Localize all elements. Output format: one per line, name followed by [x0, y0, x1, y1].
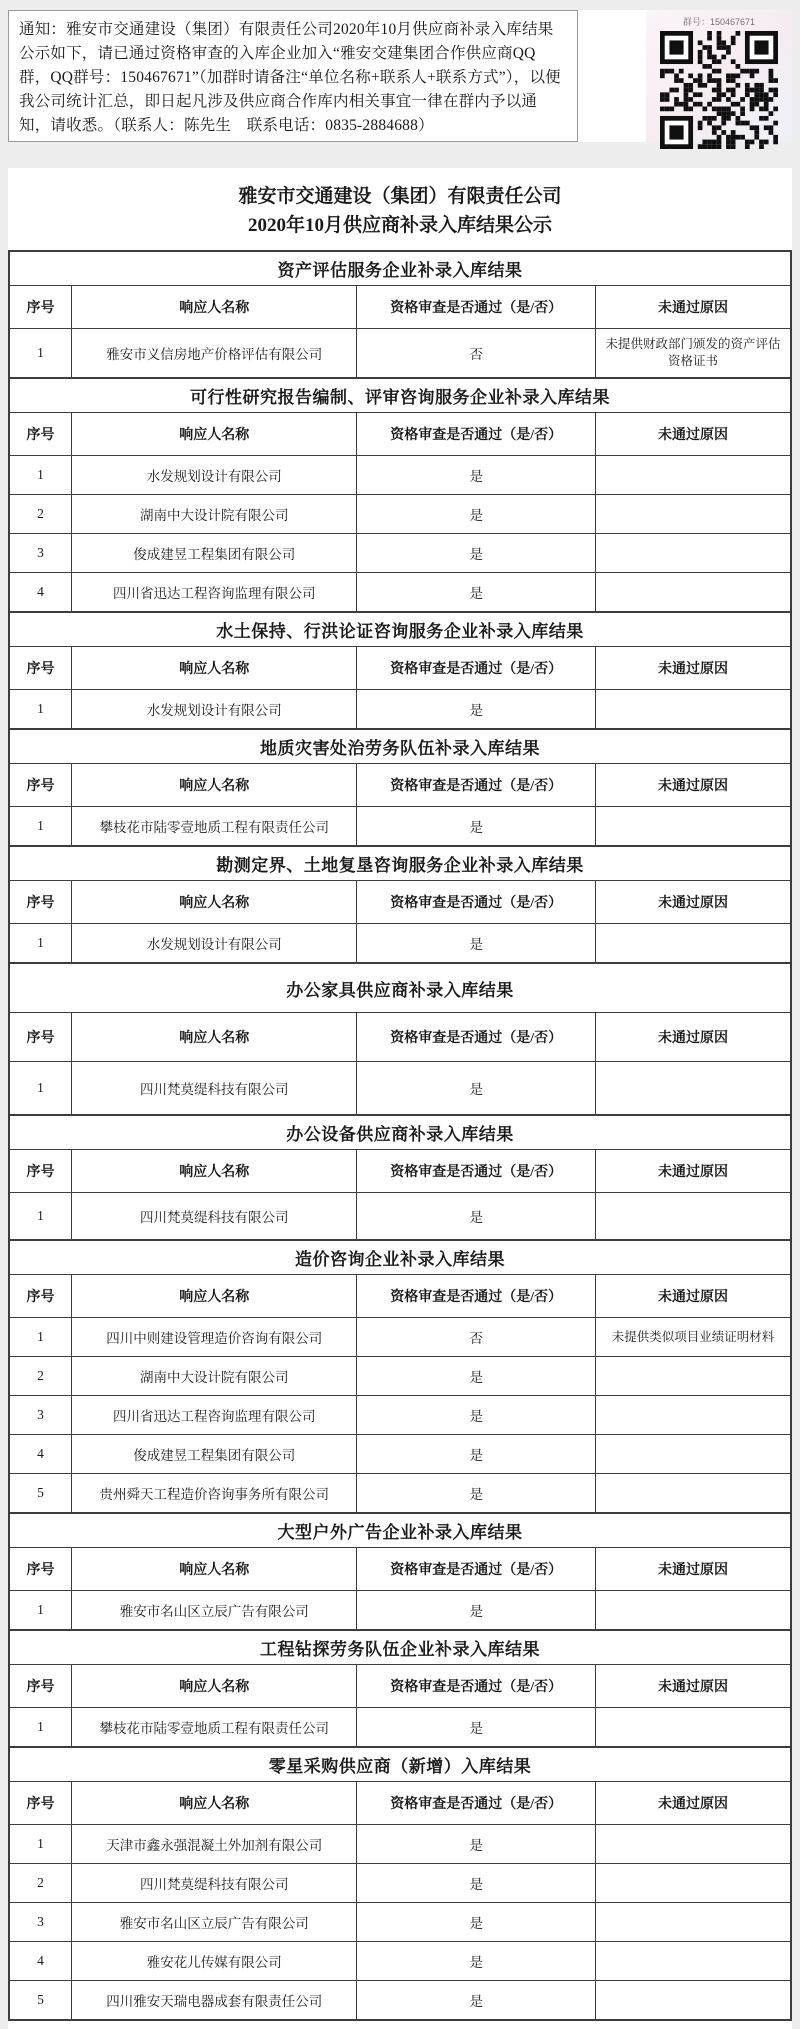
qualification-passed: 是: [357, 534, 596, 573]
column-header: 未通过原因: [595, 286, 791, 329]
respondent-name: 四川省迅达工程咨询监理有限公司: [72, 573, 357, 613]
column-header: 资格审查是否通过（是/否）: [357, 1782, 596, 1825]
row-index: 1: [9, 807, 72, 847]
row-index: 1: [9, 1825, 72, 1864]
respondent-name: 四川中则建设管理造价咨询有限公司: [72, 1318, 357, 1357]
qr-panel: [646, 10, 792, 142]
fail-reason: [595, 1357, 791, 1396]
column-header: 序号: [9, 1782, 72, 1825]
qualification-passed: 是: [357, 1981, 596, 2021]
respondent-name: 雅安市名山区立辰广告有限公司: [72, 1591, 357, 1631]
row-index: 1: [9, 690, 72, 730]
notice-text: 通知：雅安市交通建设（集团）有限责任公司2020年10月供应商补录入库结果公示如下，请已通过资格审查的入库企业加入“雅安交建集团合作供应商QQ群，QQ群号：150467671”（加群时请备注“单位名称+联系人+联系方式”），以便我公司统计汇总，即日起凡涉及供应商合作库内相关事宜一律在群内予以通知，请收悉。（联系人：陈先生 联系电话：0835-2884688）: [19, 21, 561, 135]
row-index: 2: [9, 1357, 72, 1396]
column-header: 资格审查是否通过（是/否）: [357, 286, 596, 329]
row-index: 1: [9, 924, 72, 964]
top-strip-spacer: [578, 10, 646, 142]
row-index: 1: [9, 1062, 72, 1116]
column-header: 响应人名称: [72, 1013, 357, 1062]
column-header: 响应人名称: [72, 1150, 357, 1193]
column-header: 未通过原因: [595, 1665, 791, 1708]
row-index: 4: [9, 573, 72, 613]
results-table: [8, 250, 792, 2021]
column-header: 响应人名称: [72, 286, 357, 329]
column-header: 资格审查是否通过（是/否）: [357, 1150, 596, 1193]
column-header: 响应人名称: [72, 1275, 357, 1318]
respondent-name: 雅安市名山区立辰广告有限公司: [72, 1903, 357, 1942]
column-header: 序号: [9, 286, 72, 329]
page-title-line2: 2020年10月供应商补录入库结果公示: [247, 215, 552, 236]
column-header: 资格审查是否通过（是/否）: [357, 413, 596, 456]
column-header: 未通过原因: [595, 413, 791, 456]
column-header: 资格审查是否通过（是/否）: [357, 1275, 596, 1318]
column-header: 序号: [9, 764, 72, 807]
fail-reason: [595, 534, 791, 573]
fail-reason: [595, 1864, 791, 1903]
section-title: 地质灾害处治劳务队伍补录入库结果: [9, 729, 791, 764]
column-header: 序号: [9, 1013, 72, 1062]
qualification-passed: 否: [357, 329, 596, 379]
column-header: 资格审查是否通过（是/否）: [357, 1013, 596, 1062]
fail-reason: [595, 1825, 791, 1864]
column-header: 序号: [9, 1548, 72, 1591]
row-index: 1: [9, 456, 72, 495]
row-index: 2: [9, 495, 72, 534]
respondent-name: 四川雅安天瑞电器成套有限责任公司: [72, 1981, 357, 2021]
respondent-name: 四川梵莫缇科技有限公司: [72, 1062, 357, 1116]
qq-group-qr-code-icon: [660, 31, 778, 149]
fail-reason: [595, 573, 791, 613]
respondent-name: 攀枝花市陆零壹地质工程有限责任公司: [72, 807, 357, 847]
respondent-name: 雅安花儿传媒有限公司: [72, 1942, 357, 1981]
column-header: 未通过原因: [595, 764, 791, 807]
fail-reason: [595, 1591, 791, 1631]
qualification-passed: 是: [357, 1708, 596, 1748]
column-header: 响应人名称: [72, 764, 357, 807]
announcement-sheet: [8, 168, 792, 2029]
fail-reason: [595, 1193, 791, 1241]
row-index: 2: [9, 1864, 72, 1903]
row-index: 1: [9, 1318, 72, 1357]
row-index: 4: [9, 1435, 72, 1474]
column-header: 序号: [9, 647, 72, 690]
section-title: 工程钻探劳务队伍企业补录入库结果: [9, 1630, 791, 1665]
section-title: 大型户外广告企业补录入库结果: [9, 1513, 791, 1548]
qualification-passed: 是: [357, 456, 596, 495]
section-title: 勘测定界、土地复垦咨询服务企业补录入库结果: [9, 846, 791, 881]
column-header: 资格审查是否通过（是/否）: [357, 647, 596, 690]
fail-reason: [595, 1981, 791, 2021]
respondent-name: 贵州舜天工程造价咨询事务所有限公司: [72, 1474, 357, 1514]
qualification-passed: 是: [357, 1903, 596, 1942]
qualification-passed: 是: [357, 1942, 596, 1981]
qualification-passed: 是: [357, 1357, 596, 1396]
column-header: 响应人名称: [72, 1548, 357, 1591]
column-header: 资格审查是否通过（是/否）: [357, 764, 596, 807]
fail-reason: [595, 1474, 791, 1514]
fail-reason: [595, 1435, 791, 1474]
page-title-line1: 雅安市交通建设（集团）有限责任公司: [238, 186, 562, 207]
row-index: 3: [9, 1903, 72, 1942]
row-index: 1: [9, 1193, 72, 1241]
qualification-passed: 是: [357, 495, 596, 534]
respondent-name: 湖南中大设计院有限公司: [72, 1357, 357, 1396]
fail-reason: [595, 1062, 791, 1116]
respondent-name: 攀枝花市陆零壹地质工程有限责任公司: [72, 1708, 357, 1748]
qualification-passed: 是: [357, 690, 596, 730]
fail-reason: 未提供财政部门颁发的资产评估资格证书: [595, 329, 791, 379]
column-header: 响应人名称: [72, 1782, 357, 1825]
column-header: 未通过原因: [595, 1548, 791, 1591]
qualification-passed: 是: [357, 1591, 596, 1631]
row-index: 1: [9, 1708, 72, 1748]
section-title: 零星采购供应商（新增）入库结果: [9, 1747, 791, 1782]
row-index: 1: [9, 329, 72, 379]
respondent-name: 水发规划设计有限公司: [72, 690, 357, 730]
qualification-passed: 是: [357, 1864, 596, 1903]
section-title: 办公设备供应商补录入库结果: [9, 1115, 791, 1150]
fail-reason: [595, 924, 791, 964]
qualification-passed: 是: [357, 1062, 596, 1116]
column-header: 序号: [9, 1275, 72, 1318]
fail-reason: [595, 1708, 791, 1748]
results-table-body: [9, 251, 791, 2020]
fail-reason: [595, 456, 791, 495]
respondent-name: 天津市鑫永强混凝土外加剂有限公司: [72, 1825, 357, 1864]
fail-reason: [595, 1903, 791, 1942]
fail-reason: [595, 1942, 791, 1981]
column-header: 资格审查是否通过（是/否）: [357, 1548, 596, 1591]
column-header: 响应人名称: [72, 413, 357, 456]
section-title: 水土保持、行洪论证咨询服务企业补录入库结果: [9, 612, 791, 647]
column-header: 未通过原因: [595, 1013, 791, 1062]
column-header: 未通过原因: [595, 1782, 791, 1825]
fail-reason: [595, 495, 791, 534]
column-header: 序号: [9, 881, 72, 924]
respondent-name: 水发规划设计有限公司: [72, 456, 357, 495]
qr-group-number-label: 群号：150467671: [682, 17, 756, 27]
column-header: 响应人名称: [72, 647, 357, 690]
respondent-name: 水发规划设计有限公司: [72, 924, 357, 964]
column-header: 未通过原因: [595, 1150, 791, 1193]
qualification-passed: 是: [357, 1825, 596, 1864]
respondent-name: 四川省迅达工程咨询监理有限公司: [72, 1396, 357, 1435]
column-header: 未通过原因: [595, 881, 791, 924]
respondent-name: 四川梵莫缇科技有限公司: [72, 1193, 357, 1241]
respondent-name: 四川梵莫缇科技有限公司: [72, 1864, 357, 1903]
qualification-passed: 是: [357, 807, 596, 847]
respondent-name: 俊成建昱工程集团有限公司: [72, 1435, 357, 1474]
fail-reason: [595, 690, 791, 730]
notice-box: [8, 10, 578, 142]
section-title: 可行性研究报告编制、评审咨询服务企业补录入库结果: [9, 378, 791, 413]
row-index: 5: [9, 1474, 72, 1514]
column-header: 序号: [9, 413, 72, 456]
row-index: 1: [9, 1591, 72, 1631]
section-title: 办公家具供应商补录入库结果: [9, 963, 791, 1013]
qualification-passed: 是: [357, 1396, 596, 1435]
row-index: 3: [9, 1396, 72, 1435]
column-header: 响应人名称: [72, 1665, 357, 1708]
qualification-passed: 是: [357, 924, 596, 964]
section-title: 造价咨询企业补录入库结果: [9, 1240, 791, 1275]
column-header: 未通过原因: [595, 647, 791, 690]
qualification-passed: 是: [357, 1474, 596, 1514]
section-title: 资产评估服务企业补录入库结果: [9, 251, 791, 286]
top-notice-strip: [8, 10, 792, 142]
column-header: 响应人名称: [72, 881, 357, 924]
qualification-passed: 否: [357, 1318, 596, 1357]
qualification-passed: 是: [357, 1435, 596, 1474]
column-header: 序号: [9, 1150, 72, 1193]
column-header: 资格审查是否通过（是/否）: [357, 1665, 596, 1708]
respondent-name: 雅安市义信房地产价格评估有限公司: [72, 329, 357, 379]
respondent-name: 俊成建昱工程集团有限公司: [72, 534, 357, 573]
fail-reason: 未提供类似项目业绩证明材料: [595, 1318, 791, 1357]
fail-reason: [595, 807, 791, 847]
row-index: 4: [9, 1942, 72, 1981]
column-header: 未通过原因: [595, 1275, 791, 1318]
page-title: [8, 182, 792, 240]
column-header: 序号: [9, 1665, 72, 1708]
row-index: 3: [9, 534, 72, 573]
row-index: 5: [9, 1981, 72, 2021]
fail-reason: [595, 1396, 791, 1435]
column-header: 资格审查是否通过（是/否）: [357, 881, 596, 924]
qualification-passed: 是: [357, 1193, 596, 1241]
qualification-passed: 是: [357, 573, 596, 613]
respondent-name: 湖南中大设计院有限公司: [72, 495, 357, 534]
